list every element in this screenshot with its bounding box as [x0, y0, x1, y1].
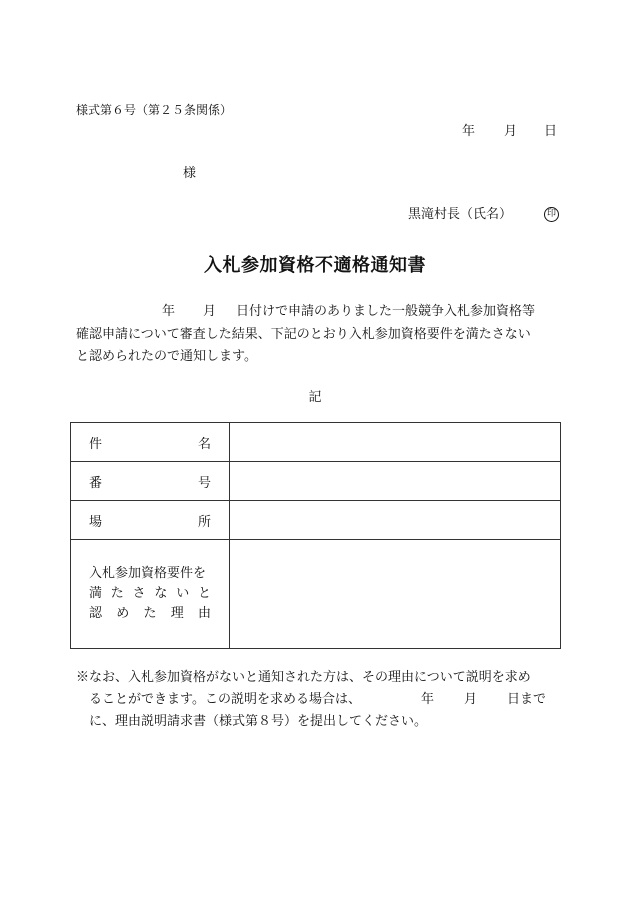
table-row: [71, 501, 561, 540]
ki-heading: 記: [308, 390, 322, 405]
note: [76, 667, 546, 733]
table-row: [71, 462, 561, 501]
label-location: 場 所: [71, 501, 230, 540]
label-number: 番 号: [71, 462, 230, 501]
date-month: 月: [504, 124, 518, 139]
label-reason: 入札参加資格要件を 満 た さ な い と 認 め た 理 由: [71, 540, 230, 649]
note-line-3: に、理由説明請求書（様式第８号）を提出してください。: [89, 714, 428, 729]
seal-mark: 印: [544, 207, 559, 222]
date-day: 日: [544, 124, 558, 139]
value-location: [230, 501, 561, 540]
date-year: 年: [462, 124, 476, 139]
table-row: [71, 540, 561, 649]
details-table: [70, 422, 561, 649]
issue-date: [462, 120, 557, 139]
table-row: [71, 423, 561, 462]
body-line-2: 確認申請について審査した結果、下記のとおり入札参加資格要件を満たさない: [76, 326, 531, 342]
value-subject: [230, 423, 561, 462]
form-number: 様式第６号（第２５条関係）: [76, 103, 233, 117]
sender: [408, 203, 559, 222]
addressee: 様: [183, 166, 197, 181]
label-subject: 件 名: [71, 423, 230, 462]
note-line-2: ることができます。この説明を求める場合は、 年 月 日まで: [89, 692, 547, 707]
value-reason: [230, 540, 561, 649]
document-title: 入札参加資格不適格通知書: [204, 255, 426, 276]
body-line-1: 年 月 日付けで申請のありました一般競争入札参加資格等: [162, 304, 536, 319]
sender-name: 黒滝村長（氏名）: [408, 207, 513, 222]
body-line-3: と認められたので通知します。: [76, 349, 257, 364]
body-paragraph: [76, 301, 562, 369]
note-line-1: ※なお、入札参加資格がないと通知された方は、その理由について説明を求め: [76, 670, 531, 685]
value-number: [230, 462, 561, 501]
